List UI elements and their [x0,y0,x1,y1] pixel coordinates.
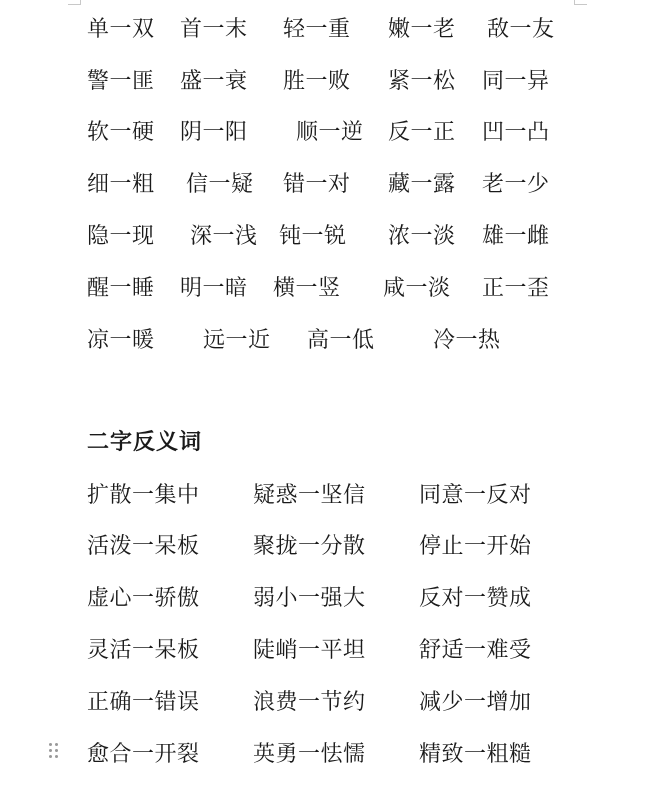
antonym-pair: 单一双 [87,17,155,42]
antonym-pair: 疑惑一坚信 [253,483,366,508]
section-heading-two-char-antonyms: 二字反义词 [87,430,203,455]
antonym-pair: 浓一淡 [388,224,456,249]
antonym-pair: 盛一衰 [180,69,248,94]
antonym-pair: 老一少 [482,172,550,197]
antonym-pair: 活泼一呆板 [87,534,200,559]
antonym-pair: 敌一友 [487,17,555,42]
antonym-pair: 扩散一集中 [87,483,200,508]
antonym-pair: 凉一暖 [87,328,155,353]
antonym-pair: 愈合一开裂 [87,742,200,767]
antonym-pair: 反对一赞成 [419,586,532,611]
antonym-pair: 胜一败 [283,69,351,94]
antonym-pair: 顺一逆 [296,120,364,145]
antonym-pair: 反一正 [388,120,456,145]
antonym-pair: 舒适一难受 [419,638,532,663]
antonym-pair: 横一竖 [273,276,341,301]
antonym-pair: 警一匪 [87,69,155,94]
antonym-pair: 醒一睡 [87,276,155,301]
antonym-pair: 藏一露 [388,172,456,197]
antonym-pair: 停止一开始 [419,534,532,559]
drag-handle-icon[interactable] [49,743,59,759]
antonym-pair: 凹一凸 [482,120,550,145]
antonym-pair: 软一硬 [87,120,155,145]
antonym-pair: 钝一锐 [279,224,347,249]
antonym-pair: 浪费一节约 [253,690,366,715]
antonym-pair: 信一疑 [186,172,254,197]
antonym-pair: 精致一粗糙 [419,742,532,767]
antonym-pair: 同一异 [482,69,550,94]
antonym-pair: 细一粗 [87,172,155,197]
antonym-pair: 正确一错误 [87,690,200,715]
antonym-pair: 嫩一老 [388,17,456,42]
antonym-pair: 隐一现 [87,224,155,249]
antonym-pair: 冷一热 [433,328,501,353]
antonym-pair: 陡峭一平坦 [253,638,366,663]
antonym-pair: 同意一反对 [419,483,532,508]
antonym-pair: 灵活一呆板 [87,638,200,663]
antonym-pair: 雄一雌 [482,224,550,249]
antonym-pair: 阴一阳 [180,120,248,145]
antonym-pair: 轻一重 [283,17,351,42]
antonym-pair: 聚拢一分散 [253,534,366,559]
antonym-pair: 英勇一怯懦 [253,742,366,767]
page-corner-mark-right [574,0,587,5]
antonym-pair: 错一对 [283,172,351,197]
antonym-pair: 明一暗 [180,276,248,301]
antonym-pair: 减少一增加 [419,690,532,715]
page-corner-mark-left [68,0,81,5]
antonym-pair: 高一低 [307,328,375,353]
antonym-pair: 弱小一强大 [253,586,366,611]
antonym-pair: 深一浅 [190,224,258,249]
antonym-pair: 咸一淡 [383,276,451,301]
antonym-pair: 正一歪 [482,276,550,301]
antonym-pair: 远一近 [203,328,271,353]
antonym-pair: 首一末 [180,17,248,42]
antonym-pair: 紧一松 [388,69,456,94]
antonym-pair: 虚心一骄傲 [87,586,200,611]
